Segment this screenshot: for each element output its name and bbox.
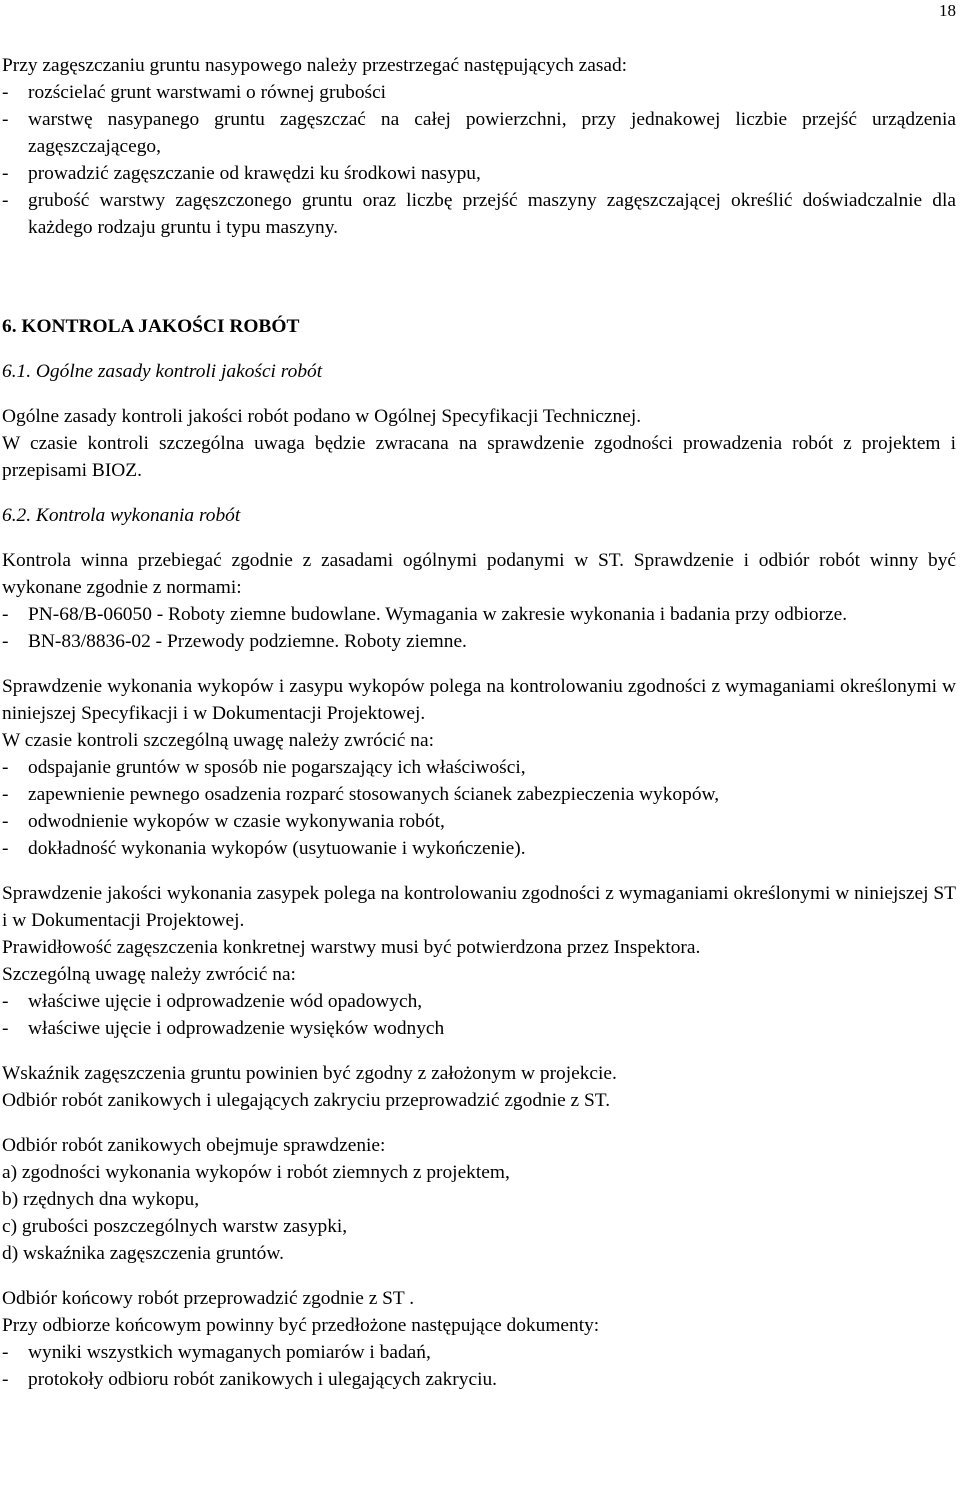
paragraph: Ogólne zasady kontroli jakości robót podano w Ogólnej Specyfikacji Technicznej. <box>2 406 642 427</box>
dash-marker: - <box>2 838 9 859</box>
paragraph: Wskaźnik zagęszczenia gruntu powinien być zgodny z założonym w projekcie. <box>2 1063 617 1084</box>
spacer <box>2 484 956 502</box>
dash-marker: - <box>2 631 9 652</box>
paragraph: Kontrola winna przebiegać zgodnie z zasadami ogólnymi podanymi w ST. Sprawdzenie i odbiór robót winny być wykonane zgodnie z normami: <box>2 550 956 598</box>
list-item: d) wskaźnika zagęszczenia gruntów. <box>2 1243 284 1264</box>
list-item: - odspajanie gruntów w sposób nie pogarszający ich właściwości, <box>2 754 956 781</box>
dash-marker: - <box>2 82 9 103</box>
list-item: - PN-68/B-06050 - Roboty ziemne budowlane. Wymagania w zakresie wykonania i badania przy odbiorze. <box>2 601 956 628</box>
paragraph: Przy odbiorze końcowym powinny być przedłożone następujące dokumenty: <box>2 1315 600 1336</box>
spacer <box>2 1114 956 1132</box>
subsection-heading: 6.1. Ogólne zasady kontroli jakości robót <box>2 361 323 382</box>
spacer <box>2 529 956 547</box>
dash-marker: - <box>2 1369 9 1390</box>
paragraph: Sprawdzenie wykonania wykopów i zasypu wykopów polega na kontrolowaniu zgodności z wymaganiami określonymi w niniejszej Specyfikacji i w Dokumentacji Projektowej. <box>2 676 956 724</box>
paragraph: Szczególną uwagę należy zwrócić na: <box>2 964 296 985</box>
spacer <box>2 340 956 358</box>
list-item: - właściwe ujęcie i odprowadzenie wysięków wodnych <box>2 1015 956 1042</box>
spacer <box>2 1267 956 1285</box>
list-item: - protokoły odbioru robót zanikowych i ulegających zakryciu. <box>2 1366 956 1393</box>
list-item: - zapewnienie pewnego osadzenia rozparć stosowanych ścianek zabezpieczenia wykopów, <box>2 781 956 808</box>
list-item: - rozścielać grunt warstwami o równej grubości <box>2 79 956 106</box>
paragraph: Odbiór końcowy robót przeprowadzić zgodnie z ST . <box>2 1288 415 1309</box>
list-item: b) rzędnych dna wykopu, <box>2 1189 200 1210</box>
spacer <box>2 655 956 673</box>
dash-marker: - <box>2 1342 9 1363</box>
paragraph: Prawidłowość zagęszczenia konkretnej warstwy musi być potwierdzona przez Inspektora. <box>2 937 701 958</box>
spacer <box>2 862 956 880</box>
paragraph: W czasie kontroli szczególna uwaga będzie zwracana na sprawdzenie zgodności prowadzenia robót z projektem i przepisami BIOZ. <box>2 433 956 481</box>
list-item: - dokładność wykonania wykopów (usytuowanie i wykończenie). <box>2 835 956 862</box>
intro-lead: Przy zagęszczaniu gruntu nasypowego należy przestrzegać następujących zasad: <box>2 55 628 76</box>
subsection-heading: 6.2. Kontrola wykonania robót <box>2 505 241 526</box>
dash-marker: - <box>2 1018 9 1039</box>
dash-marker: - <box>2 163 9 184</box>
paragraph: Odbiór robót zanikowych obejmuje sprawdzenie: <box>2 1135 386 1156</box>
list-item: - właściwe ujęcie i odprowadzenie wód opadowych, <box>2 988 956 1015</box>
document-body <box>2 52 956 1393</box>
dash-marker: - <box>2 604 9 625</box>
dash-marker: - <box>2 784 9 805</box>
list-item: - prowadzić zagęszczanie od krawędzi ku środkowi nasypu, <box>2 160 956 187</box>
section-heading: 6. KONTROLA JAKOŚCI ROBÓT <box>2 316 300 337</box>
dash-marker: - <box>2 109 9 130</box>
list-item: - odwodnienie wykopów w czasie wykonywania robót, <box>2 808 956 835</box>
dash-marker: - <box>2 757 9 778</box>
paragraph: Odbiór robót zanikowych i ulegających zakryciu przeprowadzić zgodnie z ST. <box>2 1090 611 1111</box>
paragraph: Sprawdzenie jakości wykonania zasypek polega na kontrolowaniu zgodności z wymaganiami określonymi w niniejszej ST i w Dokumentacji Projektowej. <box>2 883 956 931</box>
list-item: c) grubości poszczególnych warstw zasypki, <box>2 1216 348 1237</box>
list-item: - wyniki wszystkich wymaganych pomiarów i badań, <box>2 1339 956 1366</box>
list-item: - BN-83/8836-02 - Przewody podziemne. Roboty ziemne. <box>2 628 956 655</box>
paragraph: W czasie kontroli szczególną uwagę należy zwrócić na: <box>2 730 434 751</box>
spacer <box>2 295 956 313</box>
spacer <box>2 1042 956 1060</box>
dash-marker: - <box>2 190 9 211</box>
page-number: 18 <box>939 1 956 20</box>
dash-marker: - <box>2 811 9 832</box>
list-item: - warstwę nasypanego gruntu zagęszczać na całej powierzchni, przy jednakowej liczbie przejść urządzenia zagęszczającego, <box>2 106 956 160</box>
list-item: a) zgodności wykonania wykopów i robót ziemnych z projektem, <box>2 1162 510 1183</box>
list-item: - grubość warstwy zagęszczonego gruntu oraz liczbę przejść maszyny zagęszczającej określić doświadczalnie dla każdego rodzaju gruntu i typu maszyny. <box>2 187 956 241</box>
spacer <box>2 385 956 403</box>
dash-marker: - <box>2 991 9 1012</box>
spacer <box>2 241 956 295</box>
